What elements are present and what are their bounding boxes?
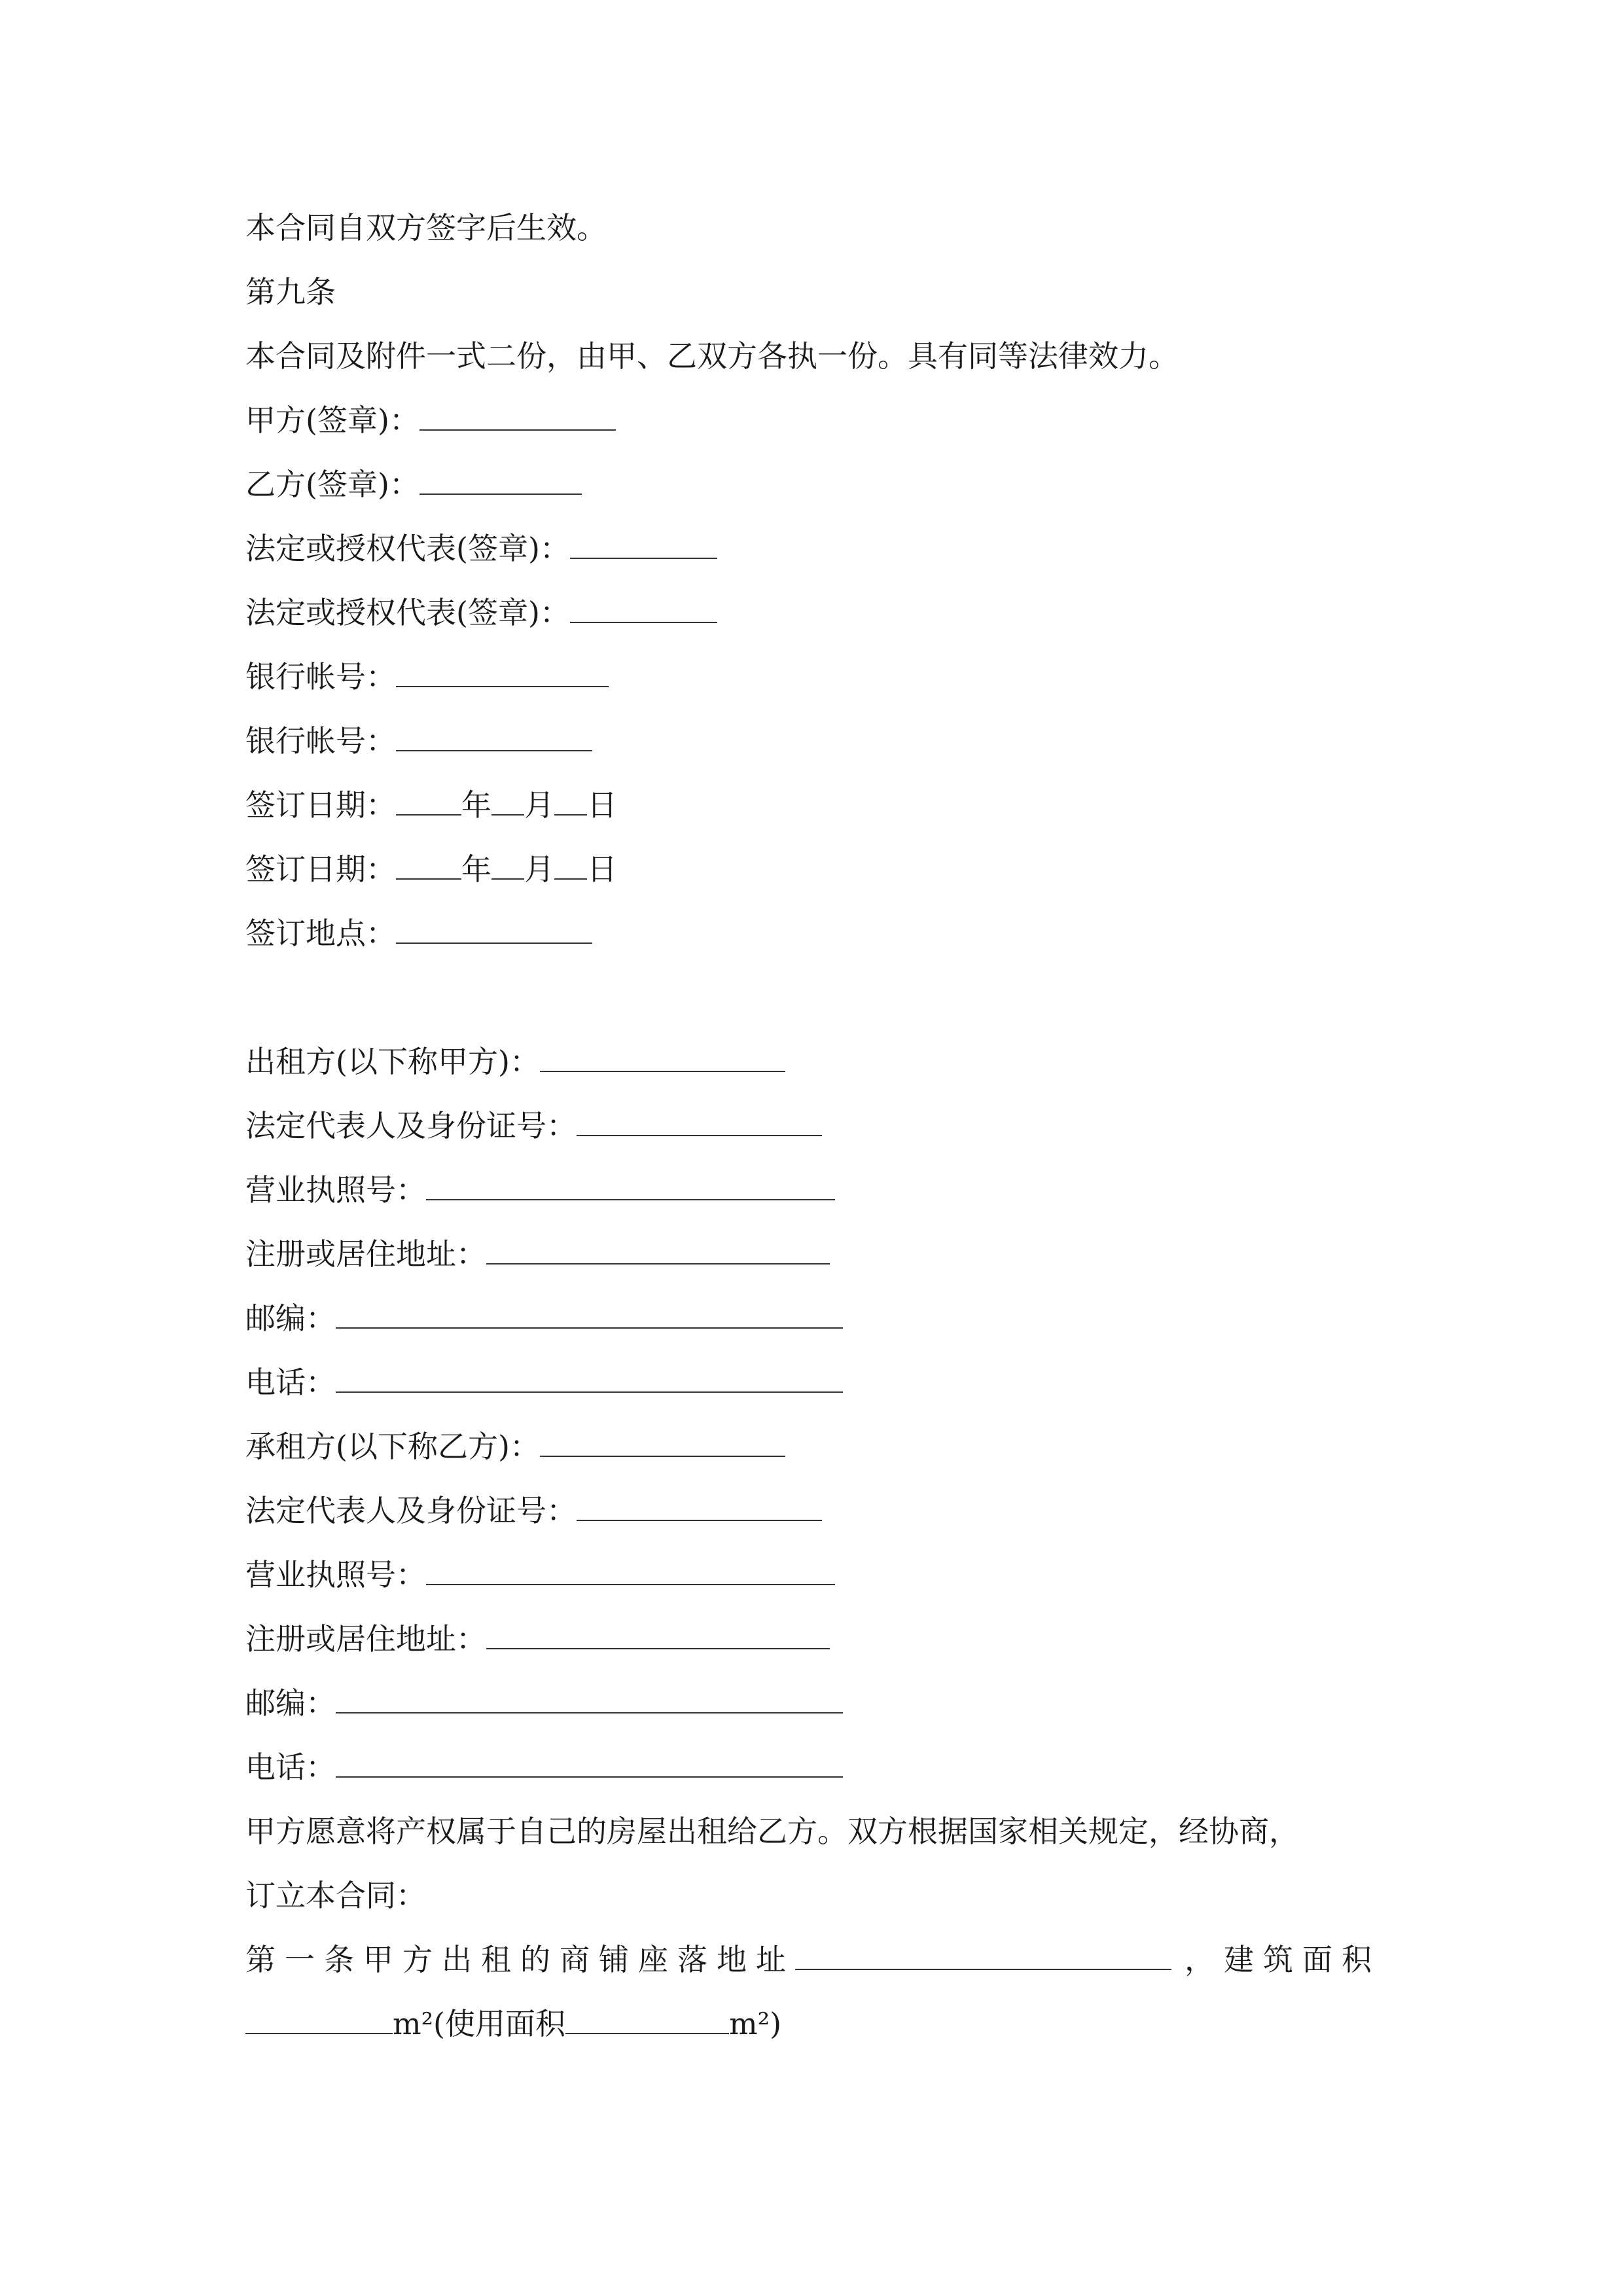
signing-day-blank-1[interactable]	[554, 785, 587, 816]
party-b-signature-blank[interactable]	[419, 465, 582, 495]
representative-signature-row-1	[245, 529, 717, 568]
lessor-representative-row	[245, 1106, 822, 1145]
shop-address-blank[interactable]	[795, 1940, 1171, 1970]
representative-signature-row-2	[245, 593, 717, 632]
lessee-zip-label: 邮编：	[245, 1685, 336, 1721]
area-unit-label-2: m²)	[729, 2006, 782, 2041]
party-a-signature-row	[245, 401, 616, 440]
lessor-row	[245, 1042, 785, 1081]
bank-account-blank-1[interactable]	[396, 657, 609, 687]
lessee-row	[245, 1427, 785, 1466]
month-label-2: 月	[524, 852, 554, 887]
representative-signature-label-2: 法定或授权代表(签章)：	[245, 595, 570, 630]
party-b-signature-row	[245, 465, 582, 504]
lessee-representative-blank[interactable]	[577, 1491, 822, 1521]
day-label-2: 日	[587, 852, 617, 887]
party-b-signature-label: 乙方(签章)：	[245, 467, 419, 502]
copies-clause: 本合同及附件一式二份，由甲、乙双方各执一份。具有同等法律效力。	[245, 338, 1179, 374]
effective-clause: 本合同自双方签字后生效。	[245, 210, 607, 245]
building-area-label: ，建筑面积	[1185, 1942, 1381, 1977]
signing-place-blank[interactable]	[396, 914, 592, 944]
lessor-license-blank[interactable]	[426, 1170, 835, 1200]
lessor-address-row	[245, 1234, 830, 1274]
signing-year-blank-2[interactable]	[396, 850, 461, 880]
lessee-blank[interactable]	[540, 1427, 785, 1457]
lessor-label: 出租方(以下称甲方)：	[245, 1044, 540, 1079]
signing-month-blank-2[interactable]	[491, 850, 524, 880]
lessor-zip-blank[interactable]	[336, 1299, 843, 1329]
signing-place-label: 签订地点：	[245, 916, 396, 951]
article-one-label: 第一条甲方出租的商铺座落地址	[245, 1942, 795, 1977]
usable-area-blank[interactable]	[565, 2004, 729, 2034]
signing-place-row	[245, 914, 592, 953]
lessee-license-label: 营业执照号：	[245, 1557, 426, 1592]
lessee-label: 承租方(以下称乙方)：	[245, 1429, 540, 1464]
bank-account-label-2: 银行帐号：	[245, 723, 396, 759]
article-one-area-row	[245, 2004, 781, 2043]
signing-date-label-1: 签订日期：	[245, 787, 396, 823]
area-unit-label-1: m²(使用面积	[393, 2006, 566, 2041]
lessee-license-blank[interactable]	[426, 1555, 835, 1585]
signing-date-row-2	[245, 850, 617, 889]
representative-signature-label-1: 法定或授权代表(签章)：	[245, 531, 570, 566]
lessee-address-label: 注册或居住地址：	[245, 1621, 486, 1657]
intro-line-2: 订立本合同：	[245, 1878, 426, 1913]
party-a-signature-blank[interactable]	[419, 401, 616, 431]
building-area-blank[interactable]	[245, 2004, 393, 2034]
lessor-address-blank[interactable]	[486, 1234, 830, 1265]
lessee-address-blank[interactable]	[486, 1619, 830, 1649]
party-a-signature-label: 甲方(签章)：	[245, 403, 419, 438]
lessee-phone-blank[interactable]	[336, 1748, 843, 1778]
lessor-blank[interactable]	[540, 1042, 785, 1072]
month-label-1: 月	[524, 787, 554, 823]
bank-account-row-1	[245, 657, 609, 696]
year-label-1: 年	[461, 787, 491, 823]
year-label-2: 年	[461, 852, 491, 887]
signing-year-blank-1[interactable]	[396, 785, 461, 816]
lessor-representative-blank[interactable]	[577, 1106, 822, 1136]
lessor-address-label: 注册或居住地址：	[245, 1236, 486, 1272]
lessor-license-row	[245, 1170, 835, 1210]
lessor-license-label: 营业执照号：	[245, 1172, 426, 1208]
day-label-1: 日	[587, 787, 617, 823]
bank-account-label-1: 银行帐号：	[245, 659, 396, 694]
intro-line-1: 甲方愿意将产权属于自己的房屋出租给乙方。双方根据国家相关规定，经协商，	[245, 1814, 1299, 1849]
lessor-zip-row	[245, 1299, 843, 1338]
lessee-representative-label: 法定代表人及身份证号：	[245, 1493, 577, 1528]
lessor-representative-label: 法定代表人及身份证号：	[245, 1108, 577, 1143]
lessor-phone-blank[interactable]	[336, 1363, 843, 1393]
lessee-phone-row	[245, 1748, 843, 1787]
lessor-phone-row	[245, 1363, 843, 1402]
signing-date-label-2: 签订日期：	[245, 852, 396, 887]
signing-month-blank-1[interactable]	[491, 785, 524, 816]
bank-account-row-2	[245, 721, 592, 761]
lessor-zip-label: 邮编：	[245, 1300, 336, 1336]
article-nine-heading: 第九条	[245, 274, 336, 310]
lessee-representative-row	[245, 1491, 822, 1530]
lessee-zip-blank[interactable]	[336, 1683, 843, 1713]
signing-date-row-1	[245, 785, 617, 825]
representative-signature-blank-2[interactable]	[570, 593, 717, 623]
lessee-address-row	[245, 1619, 830, 1659]
bank-account-blank-2[interactable]	[396, 721, 592, 751]
article-one-row	[245, 1940, 1381, 1979]
signing-day-blank-2[interactable]	[554, 850, 587, 880]
lessee-phone-label: 电话：	[245, 1749, 336, 1785]
lessor-phone-label: 电话：	[245, 1365, 336, 1400]
lessee-license-row	[245, 1555, 835, 1594]
representative-signature-blank-1[interactable]	[570, 529, 717, 559]
lessee-zip-row	[245, 1683, 843, 1723]
